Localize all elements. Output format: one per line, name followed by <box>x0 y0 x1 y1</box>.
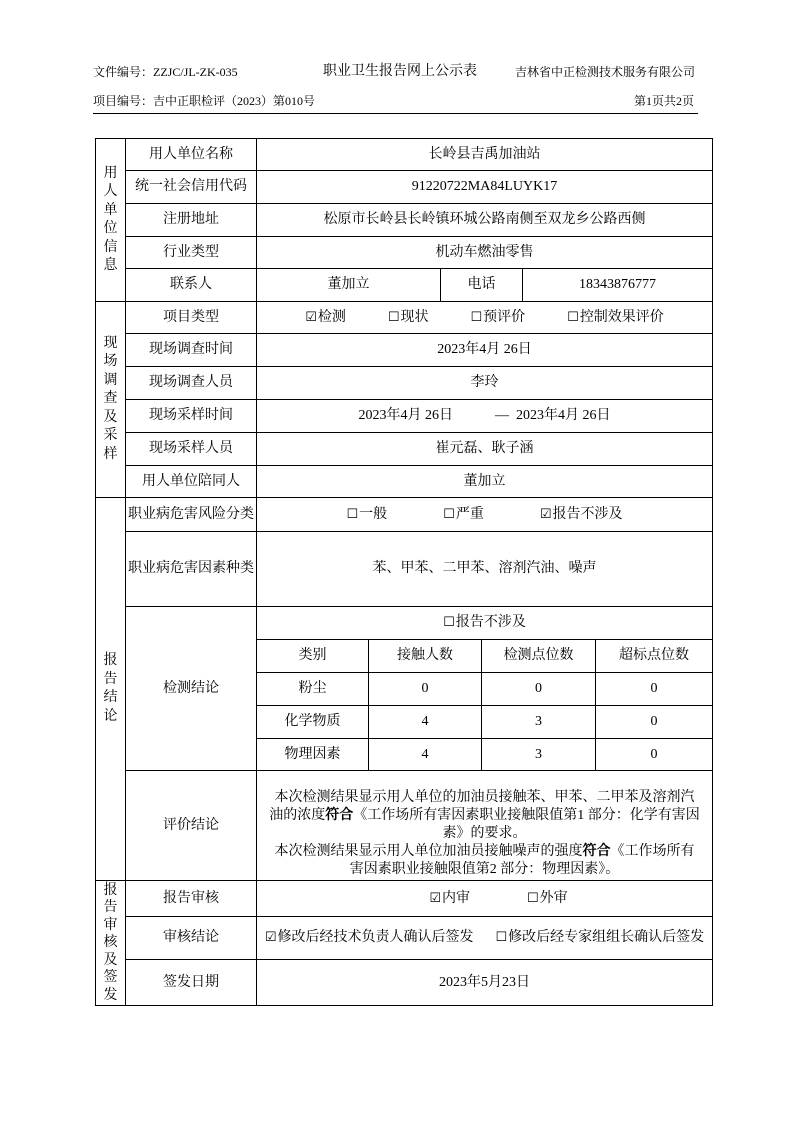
option-external-review <box>527 890 568 908</box>
checkbox-checked-icon: ☑ <box>539 506 552 522</box>
risk-checkbox-group <box>259 506 710 524</box>
project-type-checkbox-group <box>259 309 710 327</box>
credit-code-label: 统一社会信用代码 <box>126 171 257 204</box>
column-header-exceeding: 超标点位数 <box>596 640 713 673</box>
hazard-factors-value: 苯、甲苯、二甲苯、溶剂汽油、噪声 <box>257 532 713 607</box>
checkbox-empty-icon: ☐ <box>470 309 483 325</box>
evaluation-text: 《工作场所有害因素职业接触限值第2 部分：物理因素》。 <box>349 844 695 877</box>
verdict: 符合 <box>582 844 611 859</box>
detection-not-applicable <box>257 607 713 640</box>
checkbox-checked-icon: ☑ <box>429 890 441 906</box>
section-employer-info <box>96 139 126 302</box>
contact-label: 联系人 <box>126 269 257 302</box>
option-label: 预评价 <box>483 309 526 325</box>
category-cell: 粉尘 <box>257 673 369 706</box>
checkbox-empty-icon: ☐ <box>495 930 508 945</box>
option-label: 报告不涉及 <box>455 615 526 630</box>
checkbox-checked-icon: ☑ <box>264 930 277 945</box>
option-control-effect <box>567 309 664 327</box>
industry-label: 行业类型 <box>126 237 257 269</box>
exposed-cell: 4 <box>369 739 482 771</box>
section-label: 报告审核及签发 <box>103 882 118 1003</box>
option-label: 现状 <box>400 309 429 325</box>
employer-name-value: 长岭县吉禹加油站 <box>257 139 713 171</box>
option-serious <box>443 506 484 524</box>
column-header-category: 类别 <box>257 640 369 673</box>
date-range <box>259 407 710 425</box>
hazard-factors-label: 职业病危害因素种类 <box>126 532 257 607</box>
option-status-assessment <box>388 309 429 327</box>
survey-time-label: 现场调查时间 <box>126 334 257 367</box>
exposed-cell: 0 <box>369 673 482 706</box>
checkbox-empty-icon: ☐ <box>567 309 579 325</box>
exceeding-cell: 0 <box>596 706 713 739</box>
option-label: 控制效果评价 <box>579 309 664 325</box>
sampling-time-range <box>257 400 713 433</box>
option-testing <box>305 309 346 327</box>
address-value: 松原市长岭县长岭镇环城公路南侧至双龙乡公路西侧 <box>257 204 713 237</box>
column-header-points: 检测点位数 <box>482 640 596 673</box>
escort-value: 董加立 <box>257 466 713 498</box>
option-general <box>347 506 388 524</box>
option-label: 检测 <box>317 309 346 325</box>
project-type-label: 项目类型 <box>126 302 257 334</box>
samplers-value: 崔元磊、耿子涵 <box>257 433 713 466</box>
review-checkbox-group <box>259 890 710 908</box>
option-technical-lead-sign <box>265 929 474 947</box>
section-report-conclusion <box>96 498 126 881</box>
contact-value: 董加立 <box>257 269 441 302</box>
option-internal-review <box>429 890 470 908</box>
report-review-label: 报告审核 <box>126 881 257 917</box>
option-label: 报告不涉及 <box>552 506 623 522</box>
company-name: 吉林省中正检测技术服务有限公司 <box>514 65 695 79</box>
detection-checkbox <box>259 614 710 632</box>
range-separator: — <box>495 408 509 423</box>
verdict: 符合 <box>325 808 354 823</box>
header-divider <box>93 113 698 114</box>
sampling-start-date: 2023年4月 26日 <box>358 408 453 423</box>
surveyors-label: 现场调查人员 <box>126 367 257 400</box>
evaluation-text: 本次检测结果显示用人单位的加油员接触苯、甲苯、二甲苯及溶剂汽油的浓度 <box>269 790 695 823</box>
escort-label: 用人单位陪同人 <box>126 466 257 498</box>
points-cell: 3 <box>482 739 596 771</box>
report-review-options <box>257 881 713 917</box>
category-cell: 物理因素 <box>257 739 369 771</box>
section-label: 用人单位信息 <box>103 165 118 273</box>
option-expert-lead-sign <box>496 929 705 947</box>
option-label: 修改后经技术负责人确认后签发 <box>277 930 474 945</box>
checkbox-empty-icon: ☐ <box>443 615 455 630</box>
evaluation-conclusion-label: 评价结论 <box>126 771 257 881</box>
page-indicator: 第1页共2页 <box>633 94 694 108</box>
disclosure-form-table <box>95 138 713 1006</box>
option-label: 外审 <box>539 890 568 906</box>
surveyors-value: 李玲 <box>257 367 713 400</box>
risk-classification-options <box>257 498 713 532</box>
points-cell: 3 <box>482 706 596 739</box>
exceeding-cell: 0 <box>596 739 713 771</box>
option-label: 严重 <box>455 506 484 522</box>
section-label: 报告结论 <box>103 653 118 724</box>
document-title: 职业卫生报告网上公示表 <box>323 64 477 79</box>
exceeding-cell: 0 <box>596 673 713 706</box>
option-label: 内审 <box>442 890 470 906</box>
column-header-exposed: 接触人数 <box>369 640 482 673</box>
credit-code-value: 91220722MA84LUYK17 <box>257 171 713 204</box>
checkbox-empty-icon: ☐ <box>346 506 359 522</box>
sampling-end-date: 2023年4月 26日 <box>516 408 611 423</box>
project-type-options <box>257 302 713 334</box>
category-cell: 化学物质 <box>257 706 369 739</box>
option-label: 修改后经专家组组长确认后签发 <box>508 930 705 945</box>
risk-classification-label: 职业病危害风险分类 <box>126 498 257 532</box>
result-checkbox-group <box>259 929 710 947</box>
review-result-options <box>257 917 713 960</box>
option-not-applicable <box>540 506 623 524</box>
section-label: 现场调查及采样 <box>103 335 118 462</box>
project-number: 项目编号：吉中正职检评（2023）第010号 <box>93 94 316 108</box>
exposed-cell: 4 <box>369 706 482 739</box>
phone-value: 18343876777 <box>523 269 713 302</box>
section-survey-sampling <box>96 302 126 498</box>
issue-date-value: 2023年5月23日 <box>257 960 713 1006</box>
checkbox-empty-icon: ☐ <box>443 506 455 522</box>
samplers-label: 现场采样人员 <box>126 433 257 466</box>
evaluation-paragraph-physical <box>269 843 701 879</box>
phone-label: 电话 <box>441 269 523 302</box>
points-cell: 0 <box>482 673 596 706</box>
file-number: 文件编号：ZZJC/JL-ZK-035 <box>93 65 238 79</box>
survey-time-value: 2023年4月 26日 <box>257 334 713 367</box>
evaluation-text: 本次检测结果显示用人单位加油员接触噪声的强度 <box>274 844 583 859</box>
option-label: 一般 <box>359 506 388 522</box>
checkbox-empty-icon: ☐ <box>387 309 400 325</box>
checkbox-checked-icon: ☑ <box>305 309 317 325</box>
section-review-issuance <box>96 881 126 1006</box>
checkbox-empty-icon: ☐ <box>527 890 539 906</box>
detection-conclusion-label: 检测结论 <box>126 607 257 771</box>
sampling-time-label: 现场采样时间 <box>126 400 257 433</box>
issue-date-label: 签发日期 <box>126 960 257 1006</box>
evaluation-conclusion-text <box>257 771 713 881</box>
industry-value: 机动车燃油零售 <box>257 237 713 269</box>
option-pre-assessment <box>471 309 526 327</box>
employer-name-label: 用人单位名称 <box>126 139 257 171</box>
evaluation-text: 《工作场所有害因素职业接触限值第1 部分：化学有害因素》的要求。 <box>353 808 700 841</box>
address-label: 注册地址 <box>126 204 257 237</box>
review-result-label: 审核结论 <box>126 917 257 960</box>
evaluation-paragraph-chemical <box>269 789 701 843</box>
